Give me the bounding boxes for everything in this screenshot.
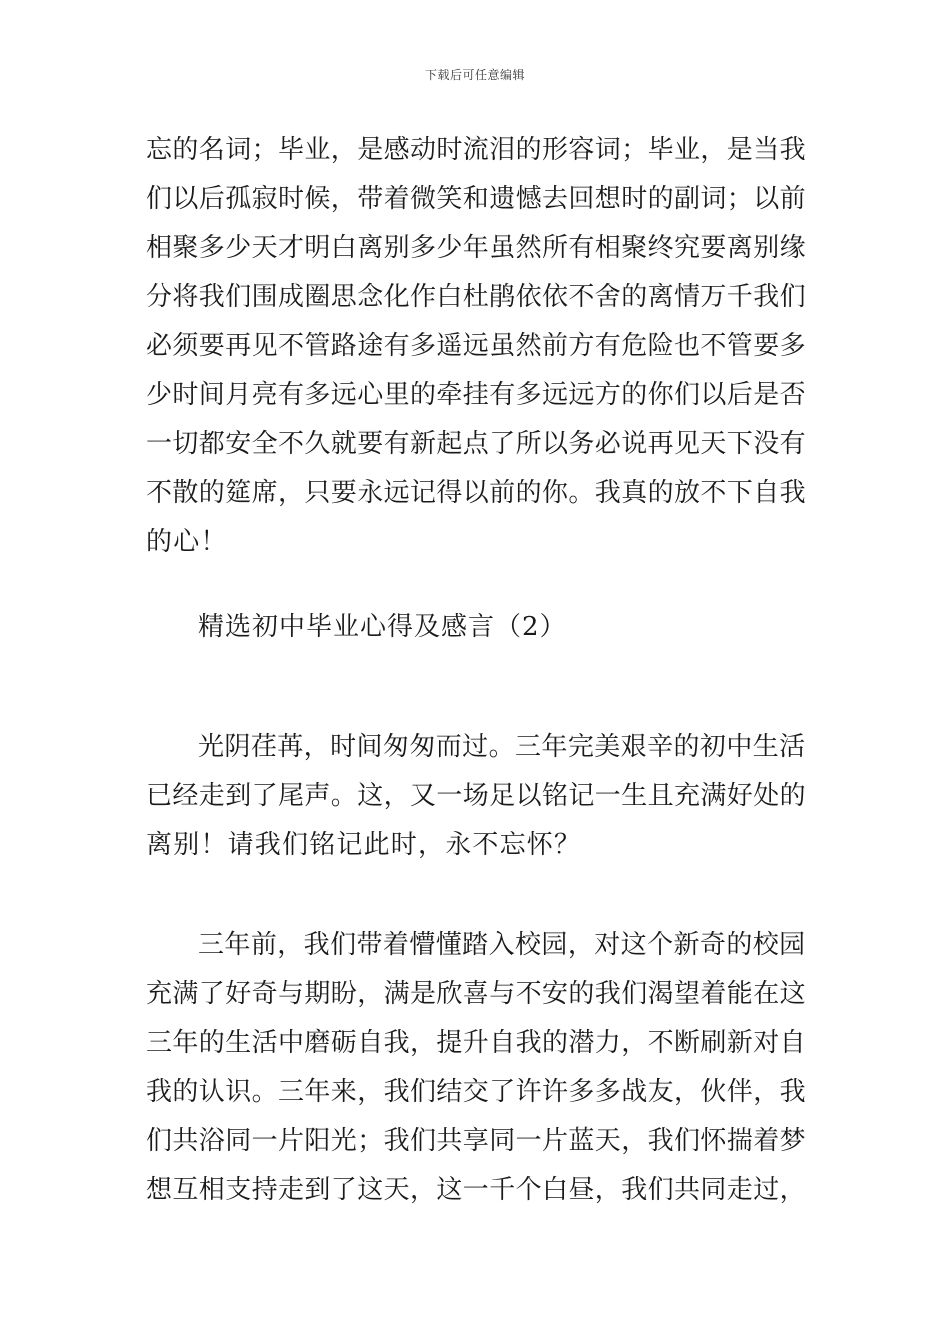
text-line: 的心！ <box>146 527 228 557</box>
text-line: 离别！请我们铭记此时，永不忘怀？ <box>146 830 582 860</box>
text-line: 分将我们围成圈思念化作白杜鹃依依不舍的离情万千我们 <box>146 282 807 312</box>
text-line: 必须要再见不管路途有多遥远虽然前方有危险也不管要多 <box>146 331 807 361</box>
text-line: 充满了好奇与期盼，满是欣喜与不安的我们渴望着能在这 <box>146 979 807 1009</box>
paragraph-1 <box>146 126 806 567</box>
text-line: 想互相支持走到了这天，这一千个白昼，我们共同走过， <box>146 1175 807 1205</box>
text-line: 不散的筵席，只要永远记得以前的你。我真的放不下自我 <box>146 478 807 508</box>
paragraph-2 <box>146 723 806 870</box>
text-line: 我的认识。三年来，我们结交了许许多多战友，伙伴，我 <box>146 1077 807 1107</box>
text-line: 一切都安全不久就要有新起点了所以务必说再见天下没有 <box>146 429 807 459</box>
section-heading: 精选初中毕业心得及感言（2） <box>198 612 567 642</box>
text-line: 们共浴同一片阳光；我们共享同一片蓝天，我们怀揣着梦 <box>146 1126 807 1156</box>
paragraph-3 <box>146 921 806 1215</box>
text-line: 三年的生活中磨砺自我，提升自我的潜力，不断刷新对自 <box>146 1028 807 1058</box>
text-line: 们以后孤寂时候，带着微笑和遗憾去回想时的副词；以前 <box>146 184 807 214</box>
text-line: 忘的名词；毕业，是感动时流泪的形容词；毕业，是当我 <box>146 135 807 165</box>
text-line: 三年前，我们带着懵懂踏入校园，对这个新奇的校园 <box>198 930 806 960</box>
text-line: 少时间月亮有多远心里的牵挂有多远远方的你们以后是否 <box>146 380 807 410</box>
text-line: 相聚多少天才明白离别多少年虽然所有相聚终究要离别缘 <box>146 233 807 263</box>
text-line: 已经走到了尾声。这，又一场足以铭记一生且充满好处的 <box>146 781 807 811</box>
text-line: 光阴荏苒，时间匆匆而过。三年完美艰辛的初中生活 <box>198 732 806 762</box>
page-header: 下载后可任意编辑 <box>424 68 525 82</box>
